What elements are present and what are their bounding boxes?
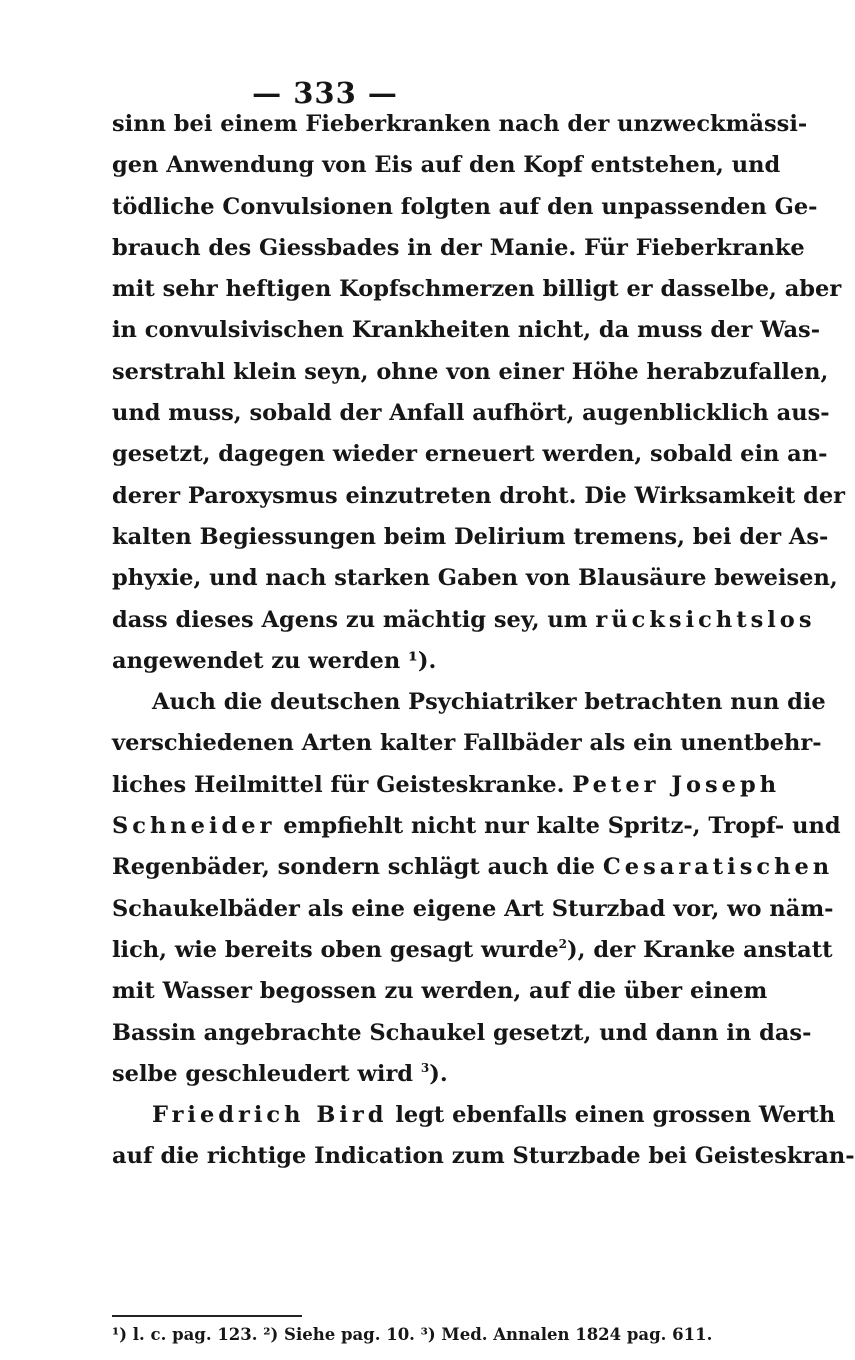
footnote-marker: 2 — [558, 936, 568, 951]
text-line — [112, 1054, 672, 1095]
text-line — [112, 806, 841, 847]
text-segment: empfiehlt nicht nur kalte Spritz-, Tropf- und — [283, 813, 841, 840]
author-name: Friedrich Bird — [152, 1102, 388, 1129]
text-line: serstrahl klein seyn, ohne von einer Höhe herabzufallen, — [112, 358, 829, 385]
text-line: derer Paroxysmus einzutreten droht. Die Wirksamkeit der — [112, 482, 846, 509]
text-line: Bassin angebrachte Schaukel gesetzt, und dann in das- — [112, 1019, 812, 1046]
footnotes: ¹) l. c. pag. 123. ²) Siehe pag. 10. ³) Med. Annalen 1824 pag. 611. — [112, 1325, 713, 1344]
text-line: gen Anwendung von Eis auf den Kopf entstehen, und — [112, 152, 781, 179]
footnote-marker: 3 — [420, 1060, 430, 1075]
text-line: sinn bei einem Fieberkranken nach der unzweckmässi- — [112, 111, 808, 137]
text-line: gesetzt, dagegen wieder erneuert werden, sobald ein an- — [112, 441, 828, 468]
text-segment: legt ebenfalls einen grossen Werth — [395, 1102, 836, 1129]
text-segment: ). — [429, 1060, 448, 1087]
text-segment: dass dieses Agens zu mächtig sey, um — [112, 606, 588, 633]
text-line: angewendet zu werden ¹). — [112, 647, 437, 674]
text-line: mit Wasser begossen zu werden, auf die über einem — [112, 978, 768, 1005]
text-line: Schaukelbäder als eine eigene Art Sturzbad vor, wo näm- — [112, 895, 834, 922]
text-line — [112, 847, 834, 888]
text-line: brauch des Giessbades in der Manie. Für Fieberkranke — [112, 234, 805, 261]
text-line: und muss, sobald der Anfall aufhört, augenblicklich aus- — [112, 400, 830, 427]
footnote-divider — [112, 1315, 302, 1317]
text-segment: ), der Kranke anstatt — [567, 936, 833, 963]
text-segment: selbe geschleudert wird — [112, 1060, 414, 1087]
text-line — [112, 600, 816, 641]
page-number: — 333 — — [252, 76, 398, 110]
text-line: in convulsivischen Krankheiten nicht, da muss der Was- — [112, 317, 821, 344]
text-line: Auch die deutschen Psychiatriker betrachten nun die — [152, 689, 826, 716]
text-line — [112, 930, 833, 971]
text-segment: Regenbäder, sondern schlägt auch die — [112, 854, 596, 881]
text-line: phyxie, und nach starken Gaben von Blausäure beweisen, — [112, 565, 838, 592]
author-name: Peter Joseph — [572, 771, 781, 798]
text-line — [112, 1095, 836, 1136]
text-line — [112, 765, 781, 806]
author-name: Schneider — [112, 813, 276, 840]
body-text — [112, 104, 855, 1178]
text-line: mit sehr heftigen Kopfschmerzen billigt er dasselbe, aber — [112, 276, 842, 303]
text-line: kalten Begiessungen beim Delirium tremens, bei der As- — [112, 523, 829, 550]
text-line: auf die richtige Indication zum Sturzbade bei Geisteskran- — [112, 1143, 855, 1170]
spaced-emphasis: Cesaratischen — [602, 854, 834, 881]
text-line: verschiedenen Arten kalter Fallbäder als ein unentbehr- — [112, 730, 822, 757]
text-segment: liches Heilmittel für Geisteskranke. — [112, 771, 565, 798]
text-segment: lich, wie bereits oben gesagt wurde — [112, 936, 559, 963]
text-line: tödliche Convulsionen folgten auf den unpassenden Ge- — [112, 193, 818, 220]
spaced-emphasis: rücksichtslos — [595, 606, 816, 633]
